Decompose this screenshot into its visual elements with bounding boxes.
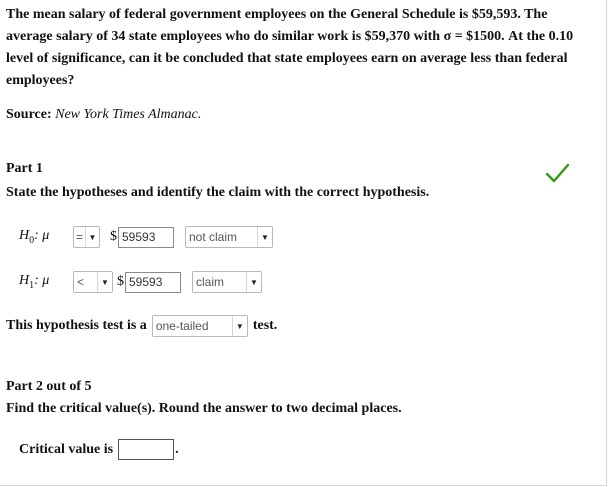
test-type-line bbox=[6, 315, 277, 337]
test-type-select[interactable]: one-tailed ▼ bbox=[152, 315, 248, 337]
chevron-down-icon: ▼ bbox=[246, 272, 261, 292]
part2-title: Part 2 out of 5 bbox=[6, 379, 92, 394]
chevron-down-icon: ▼ bbox=[232, 316, 247, 336]
source-label: Source: bbox=[6, 107, 52, 122]
critical-value-row bbox=[19, 439, 179, 460]
h1-value-input[interactable]: 59593 bbox=[125, 272, 181, 293]
chevron-down-icon: ▼ bbox=[97, 272, 112, 292]
part1-instruction: State the hypotheses and identify the claim with the correct hypothesis. bbox=[6, 185, 430, 200]
source-name: New York Times Almanac. bbox=[55, 107, 202, 122]
h1-operator-select[interactable]: < ▼ bbox=[73, 271, 113, 293]
critical-value-label: Critical value is bbox=[19, 441, 114, 457]
test-prefix: This hypothesis test is a bbox=[6, 318, 147, 333]
checkmark-icon bbox=[544, 160, 570, 186]
chevron-down-icon: ▼ bbox=[85, 227, 99, 247]
h1-label: $H_1$: μ bbox=[19, 273, 50, 291]
source-line bbox=[6, 107, 201, 123]
part2-instruction: Find the critical value(s). Round the answer to two decimal places. bbox=[6, 401, 402, 416]
part1-title: Part 1 bbox=[6, 161, 43, 176]
h1-dollar: $ bbox=[117, 274, 124, 289]
h0-claim-select[interactable]: not claim ▼ bbox=[185, 226, 273, 248]
h1-claim-select[interactable]: claim ▼ bbox=[192, 271, 262, 293]
h0-value-input[interactable]: 59593 bbox=[118, 227, 174, 248]
h0-operator-select[interactable]: = ▼ bbox=[73, 226, 100, 248]
chevron-down-icon: ▼ bbox=[257, 227, 272, 247]
h0-row bbox=[19, 225, 273, 249]
test-suffix: test. bbox=[252, 318, 278, 333]
critical-value-period: . bbox=[175, 441, 179, 457]
h0-dollar: $ bbox=[110, 229, 117, 244]
h0-label: $H_0$: μ bbox=[19, 228, 50, 246]
h1-row bbox=[19, 270, 262, 294]
problem-statement: The mean salary of federal government employees on the General Schedule is $59,593. The average salary of 34 state employees who do similar work is $59,370 with σ = $1500. At the 0.10 level of significance, can it be concluded that state employees earn on average less than federal employees? bbox=[6, 7, 574, 88]
critical-value-input[interactable] bbox=[118, 439, 174, 460]
